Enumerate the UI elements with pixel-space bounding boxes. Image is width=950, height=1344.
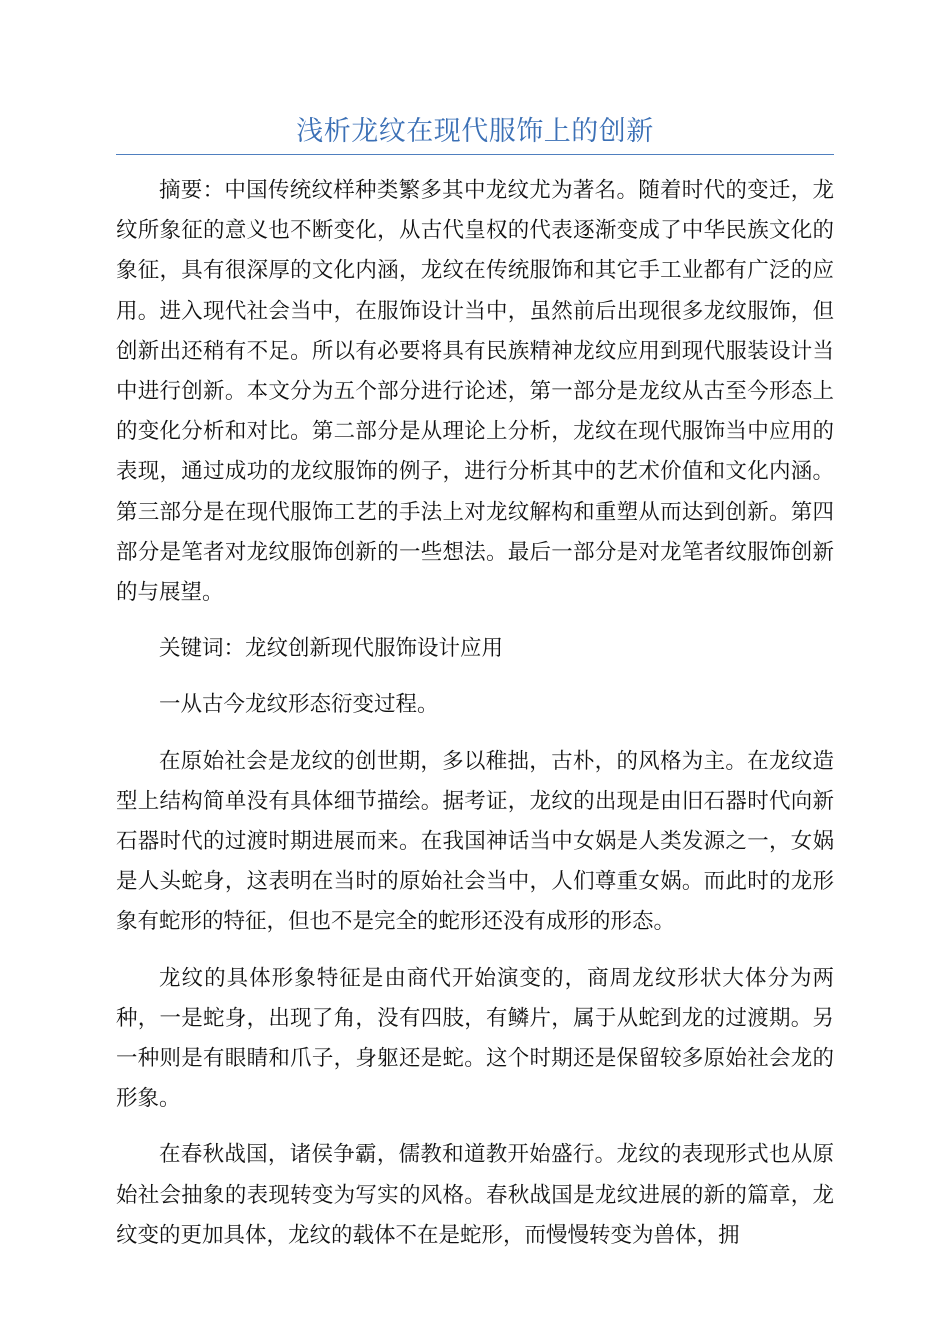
document-title: 浅析龙纹在现代服饰上的创新 xyxy=(296,116,654,147)
keywords-paragraph: 关键词：龙纹创新现代服饰设计应用 xyxy=(159,636,504,662)
abstract-paragraph: 摘要：中国传统纹样种类繁多其中龙纹尤为著名。随着时代的变迁，龙纹所象征的意义也不断变化，从古代皇权的代表逐渐变成了中华民族文化的象征，具有很深厚的文化内涵，龙纹在传统服饰和其它手工业都有广泛的应用。进入现代社会当中，在服饰设计当中，虽然前后出现很多龙纹服饰，但创新出还稍有不足。所以有必要将具有民族精神龙纹应用到现代服装设计当中进行创新。本文分为五个部分进行论述，第一部分是龙纹从古至今形态上的变化分析和对比。第二部分是从理论上分析，龙纹在现代服饰当中应用的表现，通过成功的龙纹服饰的例子，进行分析其中的艺术价值和文化内涵。第三部分是在现代服饰工艺的手法上对龙纹解构和重塑从而达到创新。第四部分是笔者对龙纹服饰创新的一些想法。最后一部分是对龙笔者纹服饰创新的与展望。 xyxy=(116,178,834,606)
title-underline xyxy=(116,154,834,155)
body-paragraph: 龙纹的具体形象特征是由商代开始演变的，商周龙纹形状大体分为两种，一是蛇身，出现了角，没有四肢，有鳞片，属于从蛇到龙的过渡期。另一种则是有眼睛和爪子，身躯还是蛇。这个时期还是保留较多原始社会龙的形象。 xyxy=(116,965,834,1112)
document-body xyxy=(116,171,834,1272)
section-heading: 一从古今龙纹形态衍变过程。 xyxy=(159,692,439,718)
body-paragraph: 在春秋战国，诸侯争霸，儒教和道教开始盛行。龙纹的表现形式也从原始社会抽象的表现转变为写实的风格。春秋战国是龙纹进展的新的篇章，龙纹变的更加具体，龙纹的载体不在是蛇形，而慢慢转变为兽体，拥 xyxy=(116,1142,834,1248)
body-paragraph: 在原始社会是龙纹的创世期，多以稚拙，古朴，的风格为主。在龙纹造型上结构简单没有具体细节描绘。据考证，龙纹的出现是由旧石器时代向新石器时代的过渡时期进展而来。在我国神话当中女娲是人类发源之一，女娲是人头蛇身，这表明在当时的原始社会当中，人们尊重女娲。而此时的龙形象有蛇形的特征，但也不是完全的蛇形还没有成形的形态。 xyxy=(116,748,834,935)
